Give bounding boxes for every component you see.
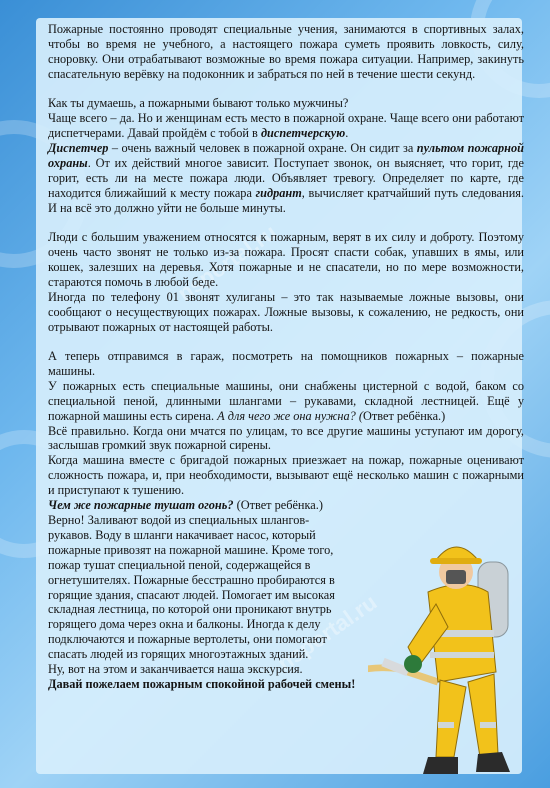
text-run: Ответ ребёнка.)	[363, 408, 446, 423]
text-run: А для чего же она нужна? (	[217, 408, 363, 423]
paragraph	[48, 379, 524, 424]
text-run: А теперь отправимся в гараж, посмотреть на помощников пожарных – пожарные машины.	[48, 349, 524, 378]
paragraph	[48, 22, 524, 82]
firefighter-illustration	[368, 522, 538, 784]
paragraph	[48, 96, 524, 111]
text-run: , вычисляет кратчайший путь следования. И на всё это должно уйти не больше минуты.	[48, 185, 525, 215]
text-run: Давай пожелаем пожарным спокойной рабочей смены!	[48, 676, 356, 691]
paragraph-gap	[48, 82, 524, 97]
paragraph-gap	[48, 334, 524, 349]
text-run: Всё правильно. Когда они мчатся по улицам, то все другие машины уступают им дорогу, заслышав громкий звук пожарной сирены.	[48, 423, 524, 453]
text-run: У пожарных есть специальные машины, они снабжены цистерной с водой, баком со специальной пеной, длинными шлангами – рукавами, складной лестницей. Ещё у пожарной машины есть сирена.	[48, 378, 524, 423]
text-run: Люди с большим уважением относятся к пожарным, верят в их силу и доброту. Поэтому очень часто звонят не только из-за пожара. Просят спасти собак, упавших в ямы, или кошек, залезших на деревья. Хотя пожарные и не спасатели, но по мере возможности, стараются помочь в любой беде.	[48, 230, 524, 289]
text-run: пультом пожарной охраны	[48, 140, 524, 170]
paragraph	[48, 141, 524, 216]
paragraph	[48, 424, 524, 454]
paragraph-gap	[48, 215, 524, 230]
text-run: Когда машина вместе с бригадой пожарных приезжает на пожар, пожарные оценивают сложность пожара, и, при необходимости, вызывают ещё несколько машин с пожарными и приступают к тушению.	[48, 453, 524, 498]
text-run: . От их действий многое зависит. Поступает звонок, он выясняет, что горит, где горит, есть ли на месте пожара люди. Объявляет тревогу. Определяет по карте, где находится ближайший к месту пожара	[48, 155, 524, 200]
text-run: диспетчерскую	[260, 126, 346, 141]
text-run: .	[345, 126, 349, 141]
text-run: Чем же пожарные тушат огонь?	[48, 498, 234, 513]
text-run: (Ответ ребёнка.)	[233, 498, 323, 513]
text-run: Верно! Заливают водой из специальных шлангов-рукавов. Воду в шланги накачивает насос, который пожарные привозят на пожарной машине. Кроме того, пожар тушат специальной пеной, содержащейся в огнетушителях. Пожарные бесстрашно пробираются в горящие здания, спасают людей. Помогает им высокая складная лестница, по которой они проникают внутрь горящего дома через окна и балконы. Иногда к делу подключаются и пожарные вертолеты, они помогают спасать людей из горящих многоэтажных зданий.	[48, 512, 335, 662]
paragraph	[48, 453, 524, 498]
text-run: Диспетчер	[48, 140, 109, 155]
paragraph	[48, 111, 524, 141]
text-run: Иногда по телефону 01 звонят хулиганы – это так называемые ложные вызовы, они сообщают о несуществующих пожарах. Ложные вызовы, к сожалению, не редкость, они отрывают пожарных от настоящей работы.	[48, 289, 524, 334]
paragraph	[48, 290, 524, 335]
watermark: nsportal.ru	[172, 219, 282, 306]
text-run: Как ты думаешь, а пожарными бывают только мужчины?	[48, 96, 349, 111]
text-run: Пожарные постоянно проводят специальные учения, занимаются в спортивных залах, чтобы во время не учебного, а настоящего пожара суметь проявить ловкость, силу, сноровку. Они отрабатывают возможные во время пожара ситуации. Например, закинуть спасательную верёвку на подоконник и забраться по ней в течение шести секунд.	[48, 22, 524, 81]
paragraph	[48, 230, 524, 290]
text-run: Ну, вот на этом и заканчивается наша экскурсия.	[48, 662, 303, 677]
watermark: nsportal.ru	[272, 589, 382, 676]
text-run: гидрант	[255, 185, 302, 200]
text-run: – очень важный человек в пожарной охране. Он сидит за	[108, 140, 417, 155]
text-run: Чаще всего – да. Но и женщинам есть место в пожарной охране. Чаще всего они работают диспетчерами. Давай пройдём с тобой в	[48, 111, 524, 141]
paragraph	[48, 349, 524, 379]
paragraph	[48, 498, 524, 513]
paragraph	[48, 513, 348, 662]
